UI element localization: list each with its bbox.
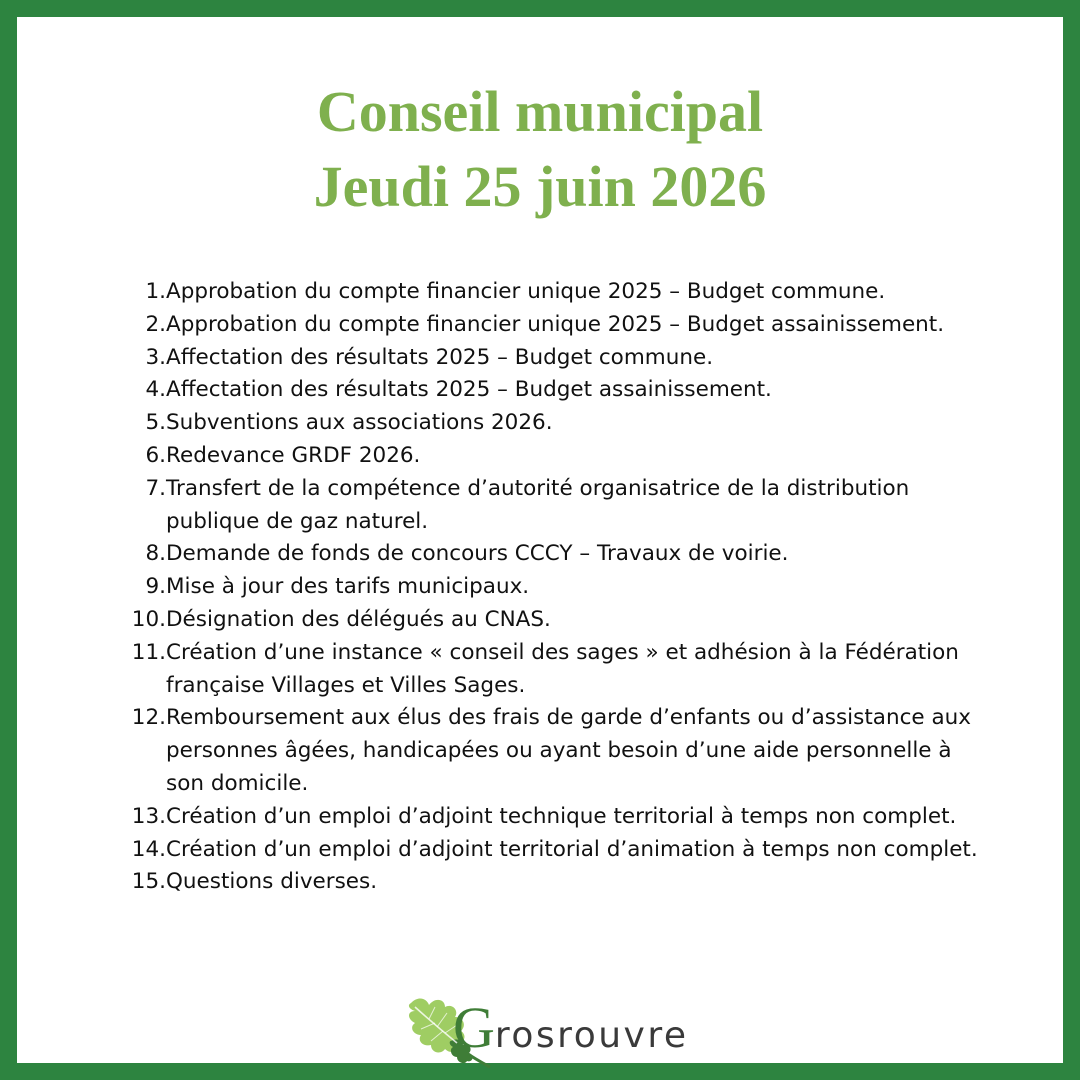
agenda-item: [117, 571, 997, 604]
grosrouvre-logo: [405, 989, 715, 1069]
agenda-item-text: Création d’un emploi d’adjoint technique territorial à temps non complet.: [166, 803, 957, 829]
logo-initial: G: [453, 995, 495, 1060]
agenda-item: [117, 801, 997, 834]
agenda-item-number: 11.: [131, 639, 166, 665]
agenda-item-number: 7.: [145, 475, 166, 501]
title-line-2: Jeudi 25 juin 2026: [313, 154, 767, 219]
agenda-item-text: Remboursement aux élus des frais de garde d’enfants ou d’assistance aux personnes âgées, handicapées ou ayant besoin d’une aide personnelle à son domicile.: [166, 705, 971, 796]
agenda-item: [117, 834, 997, 867]
agenda-item-number: 13.: [131, 803, 166, 829]
agenda-item-text: Questions diverses.: [166, 869, 378, 895]
agenda-item: [117, 342, 997, 375]
agenda-item-number: 15.: [131, 869, 166, 895]
agenda-item-number: 1.: [145, 279, 166, 304]
agenda-item-text: Désignation des délégués au CNAS.: [166, 606, 551, 632]
agenda-item-number: 2.: [145, 311, 166, 337]
agenda-item-number: 9.: [145, 574, 166, 600]
agenda-item: [117, 309, 997, 342]
agenda-item-text: Approbation du compte financier unique 2025 – Budget commune.: [166, 279, 886, 304]
agenda-item: [117, 866, 997, 899]
agenda-item-number: 5.: [145, 410, 166, 436]
agenda-item: [117, 374, 997, 407]
agenda-item-text: Redevance GRDF 2026.: [166, 442, 421, 468]
agenda-item-number: 6.: [145, 442, 166, 468]
agenda-list: [117, 276, 997, 899]
agenda-item: [117, 604, 997, 637]
agenda-item: [117, 538, 997, 571]
agenda-item-number: 8.: [145, 541, 166, 567]
title-line-1: Conseil municipal: [316, 79, 764, 144]
agenda-item-text: Affectation des résultats 2025 – Budget assainissement.: [166, 377, 772, 403]
agenda-item-number: 3.: [145, 344, 166, 370]
agenda-item: [117, 276, 997, 309]
agenda-item-text: Subventions aux associations 2026.: [166, 410, 553, 436]
agenda-item: [117, 473, 997, 539]
agenda-item: [117, 702, 997, 800]
agenda-item-number: 4.: [145, 377, 166, 403]
agenda-item-text: Création d’une instance « conseil des sages » et adhésion à la Fédération française Villages et Villes Sages.: [166, 639, 959, 698]
agenda-item-number: 10.: [131, 606, 166, 632]
agenda-item-text: Création d’un emploi d’adjoint territorial d’animation à temps non complet.: [166, 836, 978, 862]
agenda-item-number: 14.: [131, 836, 166, 862]
agenda-item: [117, 637, 997, 703]
agenda-item-text: Demande de fonds de concours CCCY – Travaux de voirie.: [166, 541, 789, 567]
agenda-item: [117, 407, 997, 440]
agenda-item-text: Affectation des résultats 2025 – Budget commune.: [166, 344, 714, 370]
agenda-item-text: Mise à jour des tarifs municipaux.: [166, 574, 530, 600]
logo-wordmark: [453, 995, 689, 1061]
agenda-item-text: Approbation du compte financier unique 2025 – Budget assainissement.: [166, 311, 945, 337]
agenda-item-number: 12.: [131, 705, 166, 731]
agenda-item: [117, 440, 997, 473]
logo-name: rosrouvre: [494, 1015, 689, 1056]
agenda-item-text: Transfert de la compétence d’autorité organisatrice de la distribution publique de gaz naturel.: [166, 475, 910, 534]
